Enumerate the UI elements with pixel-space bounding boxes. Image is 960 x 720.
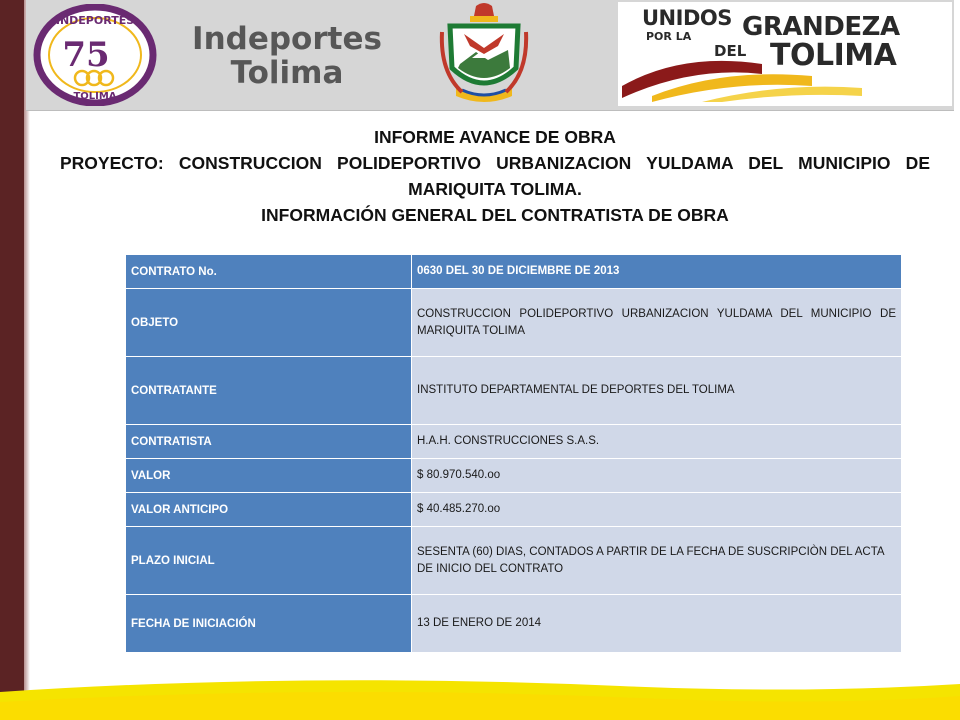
table-row	[126, 255, 902, 289]
row-value: 13 DE ENERO DE 2014	[412, 595, 902, 653]
slogan-part-2: POR LA	[646, 30, 692, 43]
logo-bottom-text: TOLIMA	[73, 91, 117, 102]
brand-line-1: Indeportes	[192, 21, 382, 57]
table-row	[126, 595, 902, 653]
row-value: $ 40.485.270.oo	[412, 493, 902, 527]
table-row	[126, 425, 902, 459]
row-label: VALOR	[126, 459, 412, 493]
row-value: INSTITUTO DEPARTAMENTAL DE DEPORTES DEL TOLIMA	[412, 357, 902, 425]
contract-info-table	[125, 254, 902, 653]
table-row	[126, 527, 902, 595]
row-label: CONTRATISTA	[126, 425, 412, 459]
left-decorative-band	[0, 0, 24, 720]
logo-top-text: INDEPORTES	[55, 14, 135, 27]
row-value: CONSTRUCCION POLIDEPORTIVO URBANIZACION YULDAMA DEL MUNICIPIO DE MARIQUITA TOLIMA	[412, 289, 902, 357]
indeportes-logo	[32, 4, 158, 106]
row-label: CONTRATANTE	[126, 357, 412, 425]
row-value: $ 80.970.540.oo	[412, 459, 902, 493]
table-row	[126, 289, 902, 357]
row-label: FECHA DE INICIACIÓN	[126, 595, 412, 653]
table-row	[126, 357, 902, 425]
slogan-part-1: UNIDOS	[642, 6, 732, 30]
slogan-logo	[618, 2, 952, 106]
slogan-part-4: DEL	[714, 42, 747, 60]
section-title: INFORMACIÓN GENERAL DEL CONTRATISTA DE OBRA	[261, 205, 729, 225]
logo-number: 75	[62, 35, 110, 75]
row-label: PLAZO INICIAL	[126, 527, 412, 595]
header-banner	[26, 0, 954, 111]
row-label: OBJETO	[126, 289, 412, 357]
slogan-part-3: GRANDEZA	[742, 12, 900, 42]
row-label: CONTRATO No.	[126, 255, 412, 289]
row-value: 0630 DEL 30 DE DICIEMBRE DE 2013	[412, 255, 902, 289]
table-row	[126, 459, 902, 493]
project-title: PROYECTO: CONSTRUCCION POLIDEPORTIVO URBANIZACION YULDAMA DEL MUNICIPIO DE MARIQUITA TOLIMA.	[60, 153, 930, 199]
slogan-swoosh-icon	[622, 46, 942, 102]
bottom-yellow-wave	[0, 672, 960, 720]
table-row	[126, 493, 902, 527]
brand-wordmark	[172, 22, 402, 92]
slogan-part-5: TOLIMA	[770, 38, 897, 73]
row-value: H.A.H. CONSTRUCCIONES S.A.S.	[412, 425, 902, 459]
report-titles	[60, 124, 930, 228]
row-value: SESENTA (60) DIAS, CONTADOS A PARTIR DE LA FECHA DE SUSCRIPCIÒN DEL ACTA DE INICIO DEL CONTRATO	[412, 527, 902, 595]
report-title: INFORME AVANCE DE OBRA	[374, 127, 616, 147]
tolima-crest-icon	[436, 2, 532, 108]
row-label: VALOR ANTICIPO	[126, 493, 412, 527]
brand-line-2: Tolima	[230, 55, 344, 91]
